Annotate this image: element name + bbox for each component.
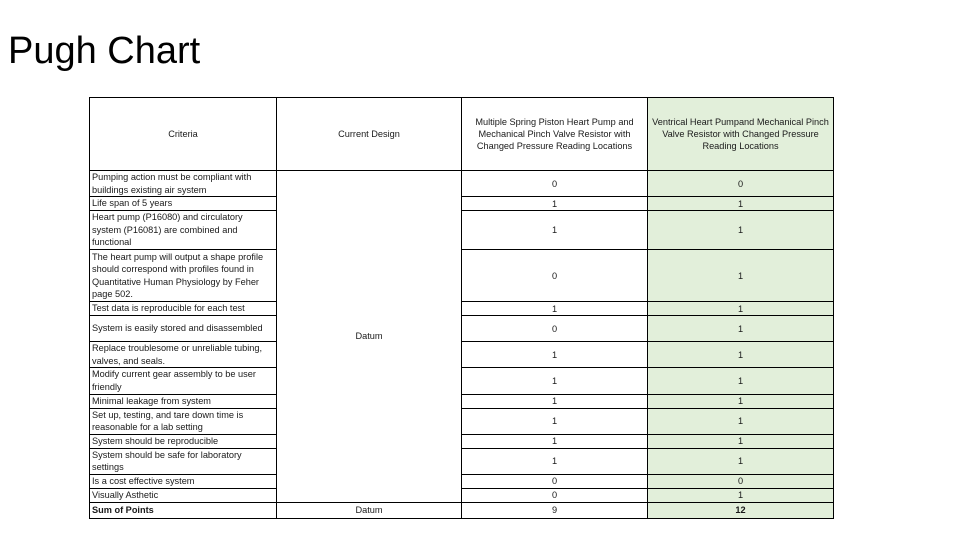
criterion-cell: System is easily stored and disassembled [90,316,277,342]
criterion-cell: Set up, testing, and tare down time is reasonable for a lab setting [90,408,277,434]
option-1-score: 1 [462,302,648,316]
table-row [90,211,834,250]
option-2-score: 1 [648,488,834,502]
option-1-score: 1 [462,197,648,211]
table-row [90,302,834,316]
table-row [90,394,834,408]
table-row [90,316,834,342]
criterion-cell: System should be safe for laboratory settings [90,448,277,474]
option-2-score: 1 [648,250,834,302]
criterion-cell: Modify current gear assembly to be user friendly [90,368,277,394]
table-row [90,171,834,197]
datum-cell: Datum [277,171,462,503]
option-2-score: 0 [648,474,834,488]
criterion-cell: Visually Asthetic [90,488,277,502]
criterion-cell: Pumping action must be compliant with buildings existing air system [90,171,277,197]
option-2-score: 1 [648,368,834,394]
pugh-chart-table [89,97,834,519]
option-2-score: 1 [648,408,834,434]
total-current-design: Datum [277,502,462,518]
criterion-cell: Heart pump (P16080) and circulatory system (P16081) are combined and functional [90,211,277,250]
header-option-1: Multiple Spring Piston Heart Pump and Mechanical Pinch Valve Resistor with Changed Pressure Reading Locations [462,98,648,171]
criterion-cell: Test data is reproducible for each test [90,302,277,316]
option-1-score: 1 [462,394,648,408]
option-2-score: 1 [648,342,834,368]
option-2-score: 1 [648,302,834,316]
option-1-score: 0 [462,316,648,342]
option-1-score: 0 [462,474,648,488]
header-option-2: Ventrical Heart Pumpand Mechanical Pinch Valve Resistor with Changed Pressure Reading Locations [648,98,834,171]
criterion-cell: Is a cost effective system [90,474,277,488]
table-row [90,474,834,488]
option-1-score: 0 [462,488,648,502]
table-row [90,488,834,502]
table-row [90,250,834,302]
header-row [90,98,834,171]
criterion-cell: The heart pump will output a shape profile should correspond with profiles found in Quantitative Human Physiology by Feher page 502. [90,250,277,302]
option-1-score: 0 [462,250,648,302]
criterion-cell: Life span of 5 years [90,197,277,211]
option-1-score: 1 [462,434,648,448]
total-row [90,502,834,518]
table-row [90,368,834,394]
header-current-design: Current Design [277,98,462,171]
option-1-score: 1 [462,368,648,394]
total-label: Sum of Points [90,502,277,518]
criterion-cell: Replace troublesome or unreliable tubing, valves, and seals. [90,342,277,368]
option-1-score: 1 [462,211,648,250]
option-1-score: 1 [462,408,648,434]
table-row [90,197,834,211]
criterion-cell: System should be reproducible [90,434,277,448]
option-1-score: 1 [462,448,648,474]
header-criteria: Criteria [90,98,277,171]
option-2-score: 1 [648,434,834,448]
total-option-1: 9 [462,502,648,518]
table-row [90,342,834,368]
table-row [90,434,834,448]
option-2-score: 0 [648,171,834,197]
option-2-score: 1 [648,394,834,408]
option-2-score: 1 [648,197,834,211]
option-2-score: 1 [648,211,834,250]
option-1-score: 1 [462,342,648,368]
table-row [90,448,834,474]
total-option-2: 12 [648,502,834,518]
option-2-score: 1 [648,316,834,342]
option-1-score: 0 [462,171,648,197]
slide-title: Pugh Chart [8,30,201,72]
option-2-score: 1 [648,448,834,474]
criterion-cell: Minimal leakage from system [90,394,277,408]
table-row [90,408,834,434]
